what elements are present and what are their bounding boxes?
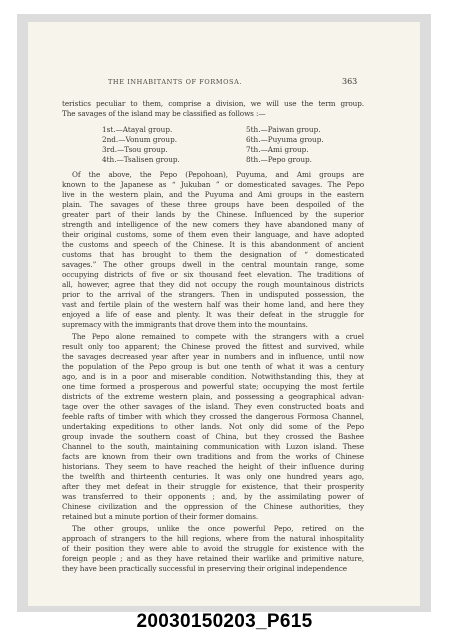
text-line: prior to the arrival of the strangers. Then in undisputed possession, the — [62, 290, 364, 299]
text-line: greater part of their lands by the Chinese. Influenced by the superior — [62, 210, 364, 219]
text-line: retained but a minute portion of their former domains. — [62, 512, 259, 521]
text-line: live in the western plain, and the Puyuma and Ami groups in the eastern — [62, 190, 364, 199]
text-line: after they met defeat in their struggle for existence, that their prosperity — [62, 482, 364, 491]
group-list-item: 5th.—Paiwan group. — [246, 125, 321, 134]
text-line: customs that has brought to them the designation of “ domesticated — [62, 250, 364, 259]
text-line: The other groups, unlike the once powerful Pepo, retired on the — [72, 524, 364, 533]
text-line: the customs and speech of the Chinese. It is this abandonment of ancient — [62, 240, 364, 249]
text-line: group invade the southern coast of China, but they crossed the Bashee — [62, 432, 364, 441]
text-line: The savages of the island may be classified as follows :— — [62, 109, 266, 118]
page-number: 363 — [342, 77, 358, 86]
text-line: feeble rafts of timber with which they crossed the dangerous Formosa Channel, — [62, 412, 364, 421]
text-line: occupying districts of five or six thousand feet elevation. The traditions of — [62, 270, 364, 279]
text-line: known to the Japanese as “ Jukuban ” or domesticated savages. The Pepo — [62, 180, 364, 189]
text-line: Channel to the south, maintaining communication with Luzon island. These — [62, 442, 364, 451]
text-line: all, however, agree that they did not occupy the rough mountainous districts — [62, 280, 364, 289]
text-line: the savages decreased year after year in numbers and in influence, until now — [62, 352, 364, 361]
text-line: The Pepo alone remained to compete with the strangers with a cruel — [72, 332, 364, 341]
text-line: facts are known from their own traditions and from the works of Chinese — [62, 452, 364, 461]
text-line: vast and fertile plain of the western half was their home land, and here they — [62, 300, 364, 309]
group-list-item: 4th.—Tsalisen group. — [102, 155, 180, 164]
text-line: supremacy with the immigrants that drove them into the mountains. — [62, 320, 308, 329]
text-line: tage over the other savages of the island. They even constructed boats and — [62, 402, 364, 411]
group-list-item: 6th.—Puyuma group. — [246, 135, 324, 144]
text-line: strength and intelligence of the new comers they have abandoned many of — [62, 220, 364, 229]
text-line: Chinese civilization and the oppression of the Chinese authorities, they — [62, 502, 364, 511]
text-line: undertaking expeditions to other lands. Not only did some of the Pepo — [62, 422, 364, 431]
text-line: the twelfth and thirteenth centuries. It was only one hundred years ago, — [62, 472, 364, 481]
text-line: result only too apparent; the Chinese proved the fittest and survived, while — [62, 342, 364, 351]
text-line: ago, and is in a poor and miserable condition. Notwithstanding this, they at — [62, 372, 364, 381]
text-line: plain. The savages of these three groups have been despoiled of the — [62, 200, 364, 209]
text-line: the population of the Pepo group is but one tenth of what it was a century — [62, 362, 364, 371]
text-line: was transferred to their opponents ; and, by the assimilating power of — [62, 492, 364, 501]
text-line: historians. They seem to have reached the height of their influence during — [62, 462, 364, 471]
text-line: their original customs, some of them even their language, and have adopted — [62, 230, 364, 239]
text-line: Of the above, the Pepo (Pepohoan), Puyuma, and Ami groups are — [72, 170, 364, 179]
text-line: foreign people ; and as they have retained their warlike and primitive nature, — [62, 554, 364, 563]
image-id-label: 20030150203_P615 — [136, 611, 313, 632]
group-list-item: 8th.—Pepo group. — [246, 155, 312, 164]
group-list-item: 2nd.—Vonum group. — [102, 135, 178, 144]
text-line: districts of the extreme western plain, and possessing a geographical advan- — [62, 392, 364, 401]
group-list-item: 7th.—Ami group. — [246, 145, 309, 154]
group-list-item: 3rd.—Tsou group. — [102, 145, 168, 154]
text-line: teristics peculiar to them, comprise a division, we will use the term group. — [62, 99, 364, 108]
group-list-item: 1st.—Atayal group. — [102, 125, 173, 134]
text-line: approach of strangers to the hill regions, where from the natural inhospitality — [62, 534, 364, 543]
text-line: they have been practically successful in preserving their original independence — [62, 564, 347, 573]
text-line: of their position they were able to avoid the struggle for existence with the — [62, 544, 364, 553]
text-line: one time formed a prosperous and powerful state; occupying the most fertile — [62, 382, 364, 391]
running-head: THE INHABITANTS OF FORMOSA. — [108, 78, 243, 86]
text-line: enjoyed a life of ease and plenty. It was their defeat in the struggle for — [62, 310, 364, 319]
text-line: savages.” The other groups dwell in the central mountain range, some — [62, 260, 364, 269]
